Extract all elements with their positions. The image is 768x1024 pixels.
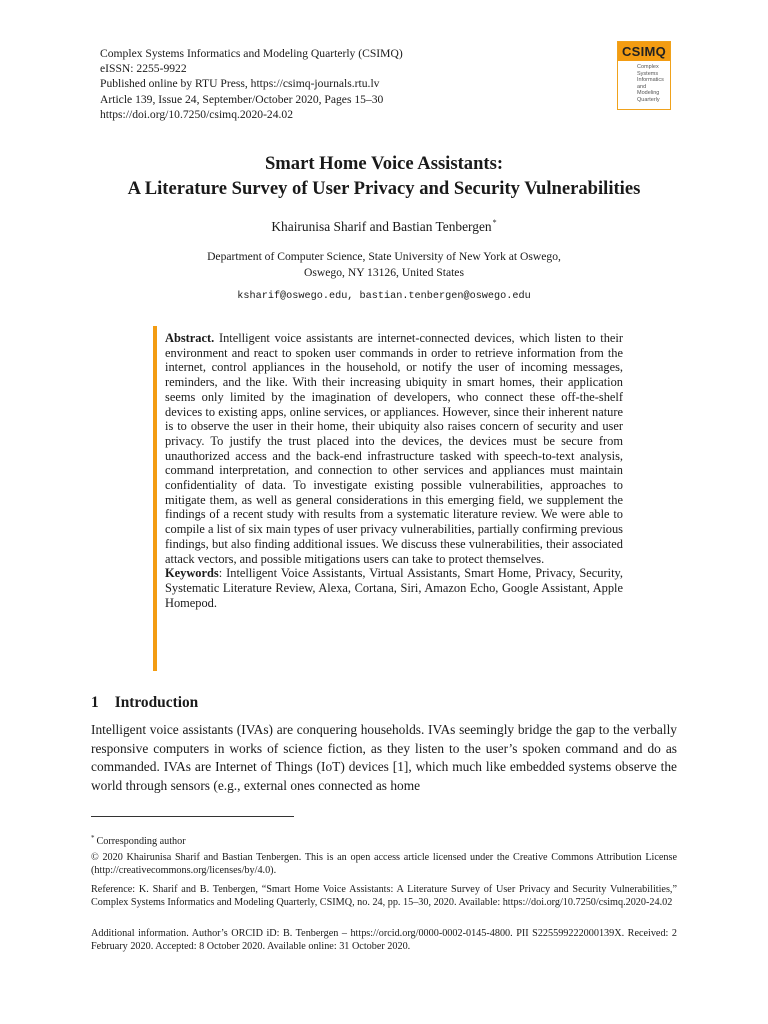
abstract-text: Intelligent voice assistants are internet-connected devices, which listen to their environment and react to spoken user commands in order to retrieve information from the internet, control appliances in the household, or notify the user of incoming messages, reminders, and the like. With their increasing ubiquity in smart homes, their application seems only limited by the imagination of developers, who connect these off-the-shelf devices to existing apps, online services, or appliances. However, since their inherent nature is to observe the user in their home, their ubiquity also raises concern of security and user privacy. To justify the trust placed into the devices, the devices must be secure from unauthorized access and the back-end infrastructure tasked with speech-to-text analysis, command interpretation, and connection to other services and appliances must maintain confidentiality of data. To investigate existing possible vulnerabilities, approaches to mitigate them, as well as general considerations in this emerging field, we supplement the findings of a recent study with results from a systematic literature review. We were able to compile a list of six main types of user privacy vulnerabilities, partially confirming previous findings, but also finding additional issues. We discuss these vulnerabilities, their associated attack vectors, and possible mitigations users can take to protect themselves.	[165, 331, 623, 566]
abstract-accent-bar	[153, 326, 157, 671]
keywords-label: Keywords	[165, 566, 219, 581]
section-heading	[91, 694, 198, 712]
journal-name: Complex Systems Informatics and Modeling Quarterly (CSIMQ)	[100, 47, 403, 60]
logo-word: Quarterly	[637, 96, 660, 103]
footnote-copyright: © 2020 Khairunisa Sharif and Bastian Tenbergen. This is an open access article licensed under the Creative Commons Attribution License (http://creativecommons.org/licenses/by/4.0).	[91, 852, 677, 876]
article-info: Article 139, Issue 24, September/October 2020, Pages 15–30	[100, 92, 384, 106]
title-line-1: Smart Home Voice Assistants:	[264, 153, 504, 174]
journal-header	[100, 46, 403, 122]
footnote-divider	[91, 816, 294, 817]
eissn: eISSN: 2255-9922	[100, 62, 187, 76]
title-line-2: A Literature Survey of User Privacy and Security Vulnerabilities	[127, 178, 641, 199]
affiliation-line-1: Department of Computer Science, State University of New York at Oswego,	[207, 250, 561, 263]
introduction-text: Intelligent voice assistants (IVAs) are conquering households. IVAs seemingly bridge the gap to the verbally responsive computers in works of science fiction, as they listen to the user’s spoken command and do as commanded. IVAs are Internet of Things (IoT) devices [1], which much like embedded systems observe the world through sensors (e.g., external ones connected as home	[91, 722, 677, 793]
keywords-paragraph	[165, 566, 623, 610]
logo-word: and	[637, 83, 647, 90]
logo-word: Informatics	[637, 77, 664, 84]
footnote-corresponding	[91, 832, 677, 849]
footnote-mark: *	[91, 834, 95, 842]
footnote-additional: Additional information. Author’s ORCID iD: B. Tenbergen – https://orcid.org/0000-0002-0145-4800. PII S225599222000139X. Received: 2 February 2020. Accepted: 8 October 2020. Available online: 31 October 2020.	[91, 928, 677, 952]
paper-title	[0, 151, 768, 201]
abstract-paragraph	[165, 331, 623, 566]
logo-word: Complex	[637, 64, 659, 70]
author-names: Khairunisa Sharif and Bastian Tenbergen	[271, 219, 492, 234]
footnote-corresponding-text: Corresponding author	[96, 836, 186, 847]
affiliation	[0, 249, 768, 280]
logo-title: CSIMQ	[618, 42, 670, 61]
doi-link[interactable]: https://doi.org/10.7250/csimq.2020-24.02	[100, 107, 294, 121]
keywords-text: : Intelligent Voice Assistants, Virtual Assistants, Smart Home, Privacy, Security, Systematic Literature Review, Alexa, Cortana, Siri, Amazon Echo, Google Assistant, Apple Homepod.	[165, 566, 623, 610]
author-list	[0, 218, 768, 235]
author-emails[interactable]: ksharif@oswego.edu, bastian.tenbergen@oswego.edu	[237, 291, 531, 302]
publisher-info: Published online by RTU Press, https://csimq-journals.rtu.lv	[100, 77, 380, 91]
abstract-label: Abstract.	[165, 331, 215, 345]
corresponding-mark: *	[492, 218, 497, 227]
abstract-block	[165, 331, 623, 610]
footnote-reference: Reference: K. Sharif and B. Tenbergen, “Smart Home Voice Assistants: A Literature Survey of User Privacy and Security Vulnerabilities,” Complex Systems Informatics and Modeling Quarterly, CSIMQ, no. 24, pp. 15–30, 2020. Available: https://doi.org/10.7250/csimq.2020-24.02	[91, 884, 677, 908]
section-number: 1	[91, 694, 99, 711]
logo-word: Modeling	[637, 90, 660, 97]
logo-words	[618, 61, 670, 104]
affiliation-line-2: Oswego, NY 13126, United States	[304, 265, 464, 279]
logo-word: Systems	[637, 70, 659, 77]
csimq-logo	[617, 41, 671, 110]
section-title: Introduction	[114, 694, 199, 711]
